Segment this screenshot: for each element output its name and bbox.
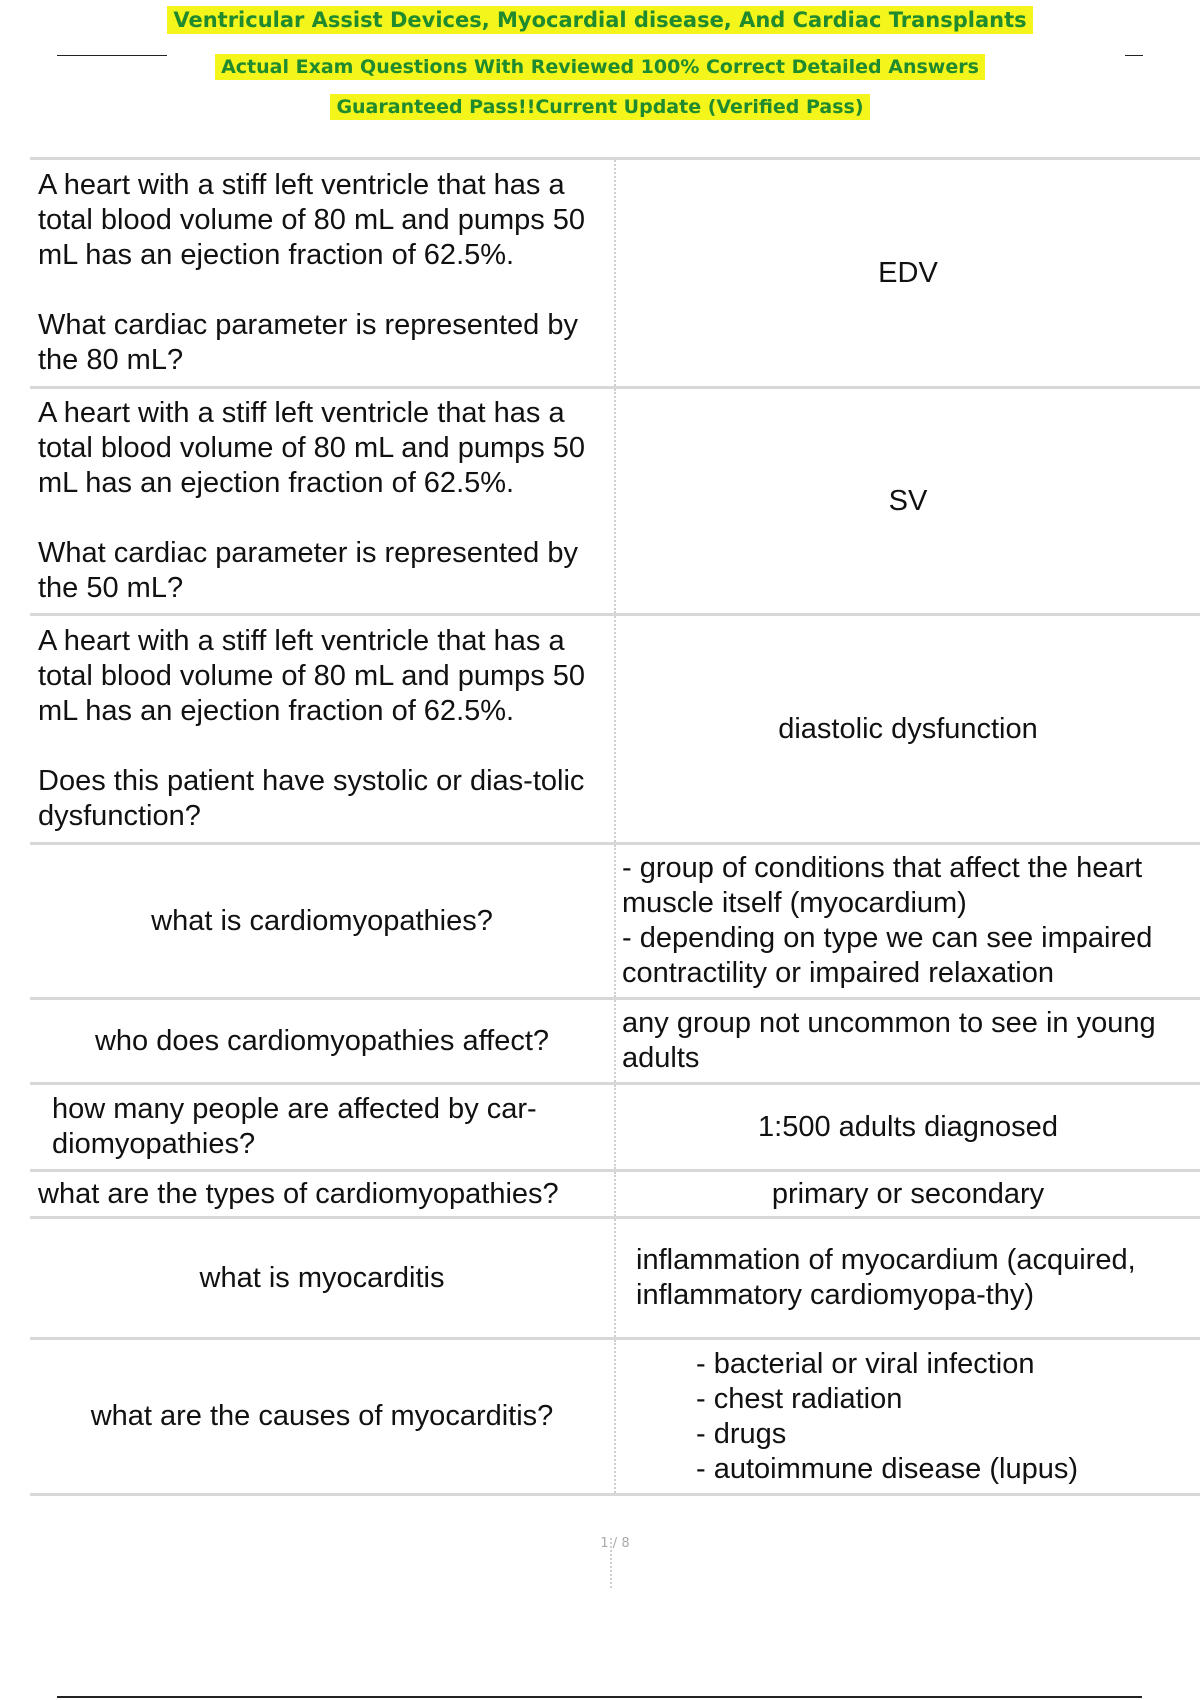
question-text: what are the types of cardiomyopathies? [38, 1177, 559, 1210]
qa-row [30, 844, 1200, 999]
question-text: how many people are affected by car-diomyopathies? [52, 1093, 537, 1160]
question-text: A heart with a stiff left ventricle that has a total blood volume of 80 mL and pumps 50 mL has an ejection fraction of 62.5%. [38, 397, 586, 499]
answer-cell [615, 844, 1200, 999]
question-cell [30, 159, 615, 388]
question-text: What cardiac parameter is represented by the 80 mL? [38, 309, 578, 376]
answer-cell [615, 1171, 1200, 1218]
answer-cell [615, 1339, 1200, 1495]
document-tagline: Guaranteed Pass!!Current Update (Verified Pass) [0, 96, 1200, 118]
answer-text: diastolic dysfunction [778, 712, 1038, 745]
answer-text: any group not uncommon to see in young adults [622, 1007, 1156, 1074]
question-text: what are the causes of myocarditis? [90, 1400, 554, 1432]
question-cell [30, 999, 615, 1084]
question-text: Does this patient have systolic or dias-tolic dysfunction? [38, 765, 585, 832]
question-text: A heart with a stiff left ventricle that has a total blood volume of 80 mL and pumps 50 mL has an ejection fraction of 62.5%. [38, 625, 586, 727]
question-text: what is myocarditis [199, 1261, 445, 1294]
document-subtitle: Actual Exam Questions With Reviewed 100% Correct Detailed Answers [0, 56, 1200, 78]
page-bottom-rule [57, 1696, 1142, 1698]
question-text: what is cardiomyopathies? [151, 904, 493, 937]
answer-text: - group of conditions that affect the heart muscle itself (myocardium) [622, 852, 1143, 919]
question-cell [30, 1084, 615, 1171]
question-cell [30, 615, 615, 844]
qa-row [30, 1218, 1200, 1339]
answer-text: primary or secondary [771, 1177, 1045, 1210]
answer-cell [615, 615, 1200, 844]
answer-text: - bacterial or viral infection [696, 1347, 1035, 1380]
answer-text: - autoimmune disease (lupus) [696, 1452, 1079, 1485]
qa-table [30, 157, 1200, 1496]
qa-row [30, 615, 1200, 844]
answer-cell [615, 388, 1200, 615]
question-text: What cardiac parameter is represented by the 50 mL? [38, 537, 578, 604]
answer-text: - depending on type we can see impaired contractility or impaired relaxation [622, 922, 1153, 989]
qa-row [30, 1339, 1200, 1495]
answer-text: EDV [878, 256, 938, 289]
answer-text: - drugs [696, 1417, 787, 1450]
qa-row [30, 388, 1200, 615]
answer-text: SV [888, 484, 928, 517]
qa-row [30, 1084, 1200, 1171]
qa-row [30, 159, 1200, 388]
document-title: Ventricular Assist Devices, Myocardial disease, And Cardiac Transplants [0, 8, 1200, 32]
question-cell [30, 1339, 615, 1495]
answer-text: 1:500 adults diagnosed [758, 1110, 1058, 1143]
question-cell [30, 1218, 615, 1339]
answer-text: inflammation of myocardium (acquired, inflammatory cardiomyopa-thy) [636, 1244, 1136, 1311]
answer-cell [615, 999, 1200, 1084]
question-cell [30, 388, 615, 615]
answer-cell [615, 1218, 1200, 1339]
answer-cell [615, 159, 1200, 388]
question-text: who does cardiomyopathies affect? [94, 1024, 550, 1057]
answer-cell [615, 1084, 1200, 1171]
question-cell [30, 844, 615, 999]
qa-row [30, 1171, 1200, 1218]
question-text: A heart with a stiff left ventricle that has a total blood volume of 80 mL and pumps 50 mL has an ejection fraction of 62.5%. [38, 169, 586, 271]
answer-text: - chest radiation [696, 1382, 903, 1415]
qa-row [30, 999, 1200, 1084]
question-cell [30, 1171, 615, 1218]
page-number: 1 / 8 [600, 1536, 630, 1551]
